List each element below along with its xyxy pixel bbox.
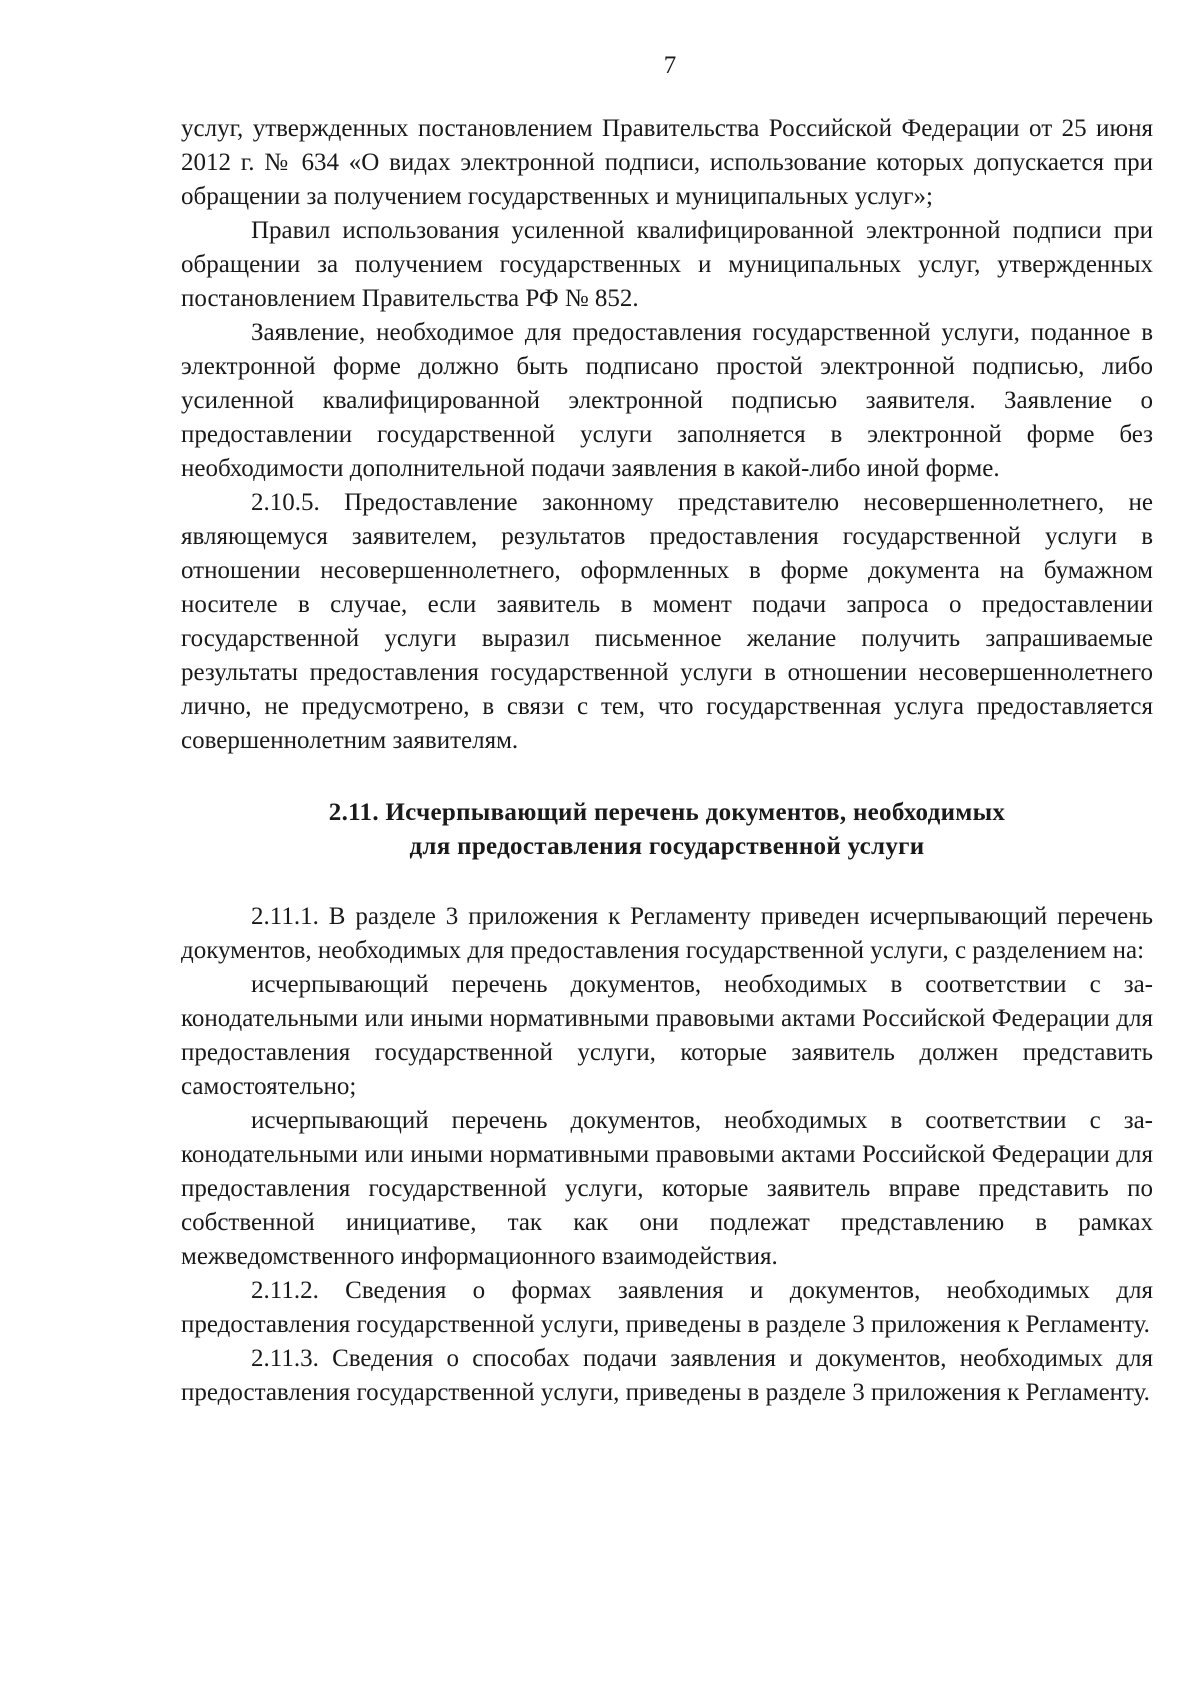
paragraph-list-item-mandatory: исчерпывающий перечень документов, необходимых в соответствии с законодательными или иными нормативными правовыми актами Российской Федерации для предоставления государственной услуги, которые заявитель должен представить самостоятельно; — [181, 971, 1153, 1100]
section-heading-line-2: для предоставления государственной услуги — [409, 833, 925, 860]
section-heading-line-1: 2.11. Исчерпывающий перечень документов, необходимых — [328, 799, 1006, 826]
paragraph-2-11-1: 2.11.1. В разделе 3 приложения к Регламенту приведен исчерпывающий перечень документов, необходимых для предоставления государственной услуги, с разделением на: — [181, 903, 1153, 964]
paragraph-2-11-3: 2.11.3. Сведения о способах подачи заявления и документов, необходимых для предоставления государственной услуги, приведены в разделе 3 приложения к Регламенту. — [181, 1345, 1153, 1406]
paragraph-2-11-2: 2.11.2. Сведения о формах заявления и документов, необходимых для предоставления государственной услуги, приведены в разделе 3 приложения к Регламенту. — [181, 1277, 1153, 1338]
document-body — [181, 112, 1153, 1410]
paragraph-list-item-optional: исчерпывающий перечень документов, необходимых в соответствии с законодательными или иными нормативными правовыми актами Российской Федерации для предоставления государственной услуги, которые заявитель вправе представить по собственной инициативе, так как они подлежат представлению в рамках межведомственного информационного взаимодействия. — [181, 1107, 1153, 1270]
paragraph-electronic-application: Заявление, необходимое для предоставления государственной услуги, поданное в электронной форме должно быть подписано простой электронной подписью, либо усиленной квалифицированной электронной подписью заявителя. Заявление о предоставлении государственной услуги заполняется в электронной форме без необходимости дополнительной подачи заявления в какой-либо иной форме. — [181, 319, 1153, 482]
page-number: 7 — [663, 52, 677, 79]
paragraph-signature-rules: Правил использования усиленной квалифицированной электронной подписи при обращении за получением государственных и муниципальных услуг, утвержденных постановлением Правительства РФ № 852. — [181, 217, 1153, 312]
paragraph-continuation: услуг, утвержденных постановлением Правительства Российской Федерации от 25 июня 2012 г. № 634 «О видах электронной подписи, использование которых допускается при обращении за получением государственных и муниципальных услуг»; — [181, 115, 1153, 210]
section-heading-2-11 — [181, 796, 1153, 864]
paragraph-2-10-5: 2.10.5. Предоставление законному представителю несовершеннолетнего, не являющемуся заявителем, результатов предоставления государственной услуги в отношении несовершеннолетнего, оформленных в форме документа на бумажном носителе в случае, если заявитель в момент подачи запроса о предоставлении государственной услуги выразил письменное желание получить запрашиваемые результаты предоставления государственной услуги в отношении несовершеннолетнего лично, не предусмотрено, в связи с тем, что государственная услуга предоставляется совершеннолетним заявителям. — [181, 489, 1153, 754]
